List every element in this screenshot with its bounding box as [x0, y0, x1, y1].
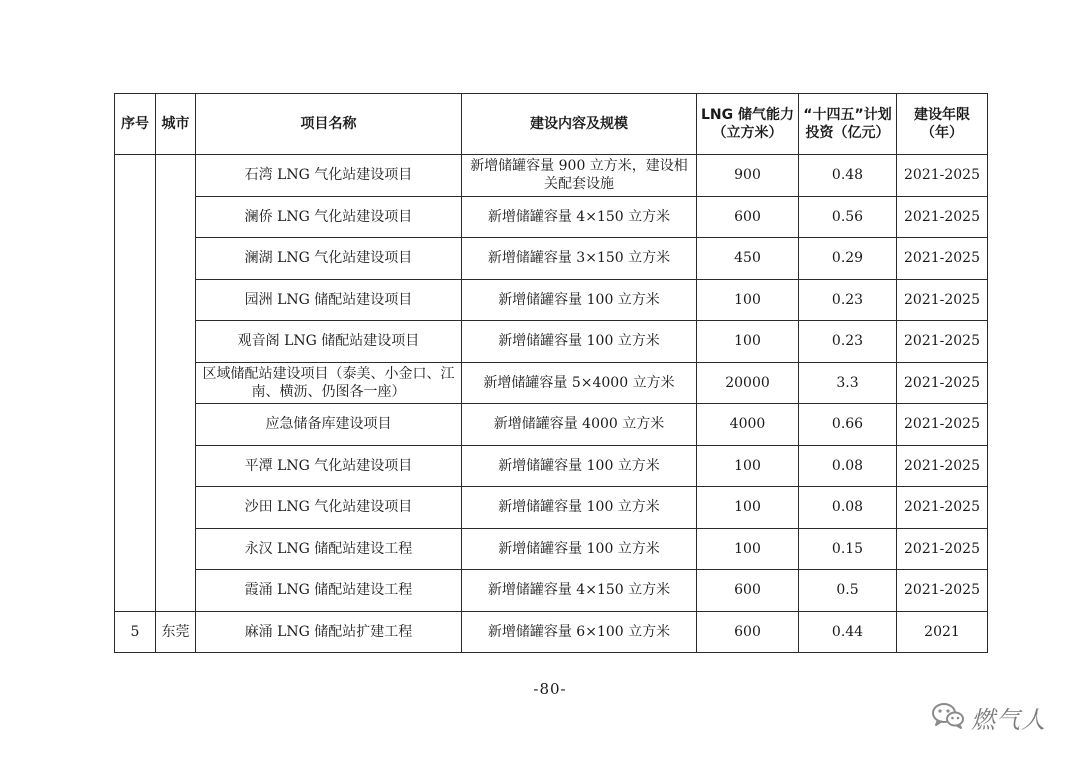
investment-cell: 0.08 — [799, 445, 897, 487]
investment-cell: 0.56 — [799, 196, 897, 238]
content-cell: 新增储罐容量 900 立方米，建设相关配套设施 — [462, 155, 697, 197]
investment-cell: 0.44 — [799, 611, 897, 653]
header-name: 项目名称 — [196, 94, 462, 155]
investment-cell: 0.5 — [799, 570, 897, 612]
wechat-icon — [931, 702, 965, 734]
name-cell: 区域储配站建设项目（泰美、小金口、江南、横沥、仍图各一座） — [196, 362, 462, 404]
content-cell: 新增储罐容量 4000 立方米 — [462, 404, 697, 446]
investment-cell: 0.15 — [799, 528, 897, 570]
table-row — [115, 238, 988, 280]
content-cell: 新增储罐容量 5×4000 立方米 — [462, 362, 697, 404]
name-cell: 石湾 LNG 气化站建设项目 — [196, 155, 462, 197]
period-cell: 2021-2025 — [897, 528, 988, 570]
investment-cell: 0.66 — [799, 404, 897, 446]
content-cell: 新增储罐容量 3×150 立方米 — [462, 238, 697, 280]
period-cell: 2021-2025 — [897, 404, 988, 446]
period-cell: 2021-2025 — [897, 238, 988, 280]
period-cell: 2021-2025 — [897, 321, 988, 363]
name-cell: 沙田 LNG 气化站建设项目 — [196, 487, 462, 529]
capacity-cell: 600 — [697, 570, 799, 612]
capacity-cell: 100 — [697, 528, 799, 570]
name-cell: 霞涌 LNG 储配站建设工程 — [196, 570, 462, 612]
content-cell: 新增储罐容量 100 立方米 — [462, 528, 697, 570]
header-seq: 序号 — [115, 94, 156, 155]
period-cell: 2021-2025 — [897, 570, 988, 612]
header-period: 建设年限（年） — [897, 94, 988, 155]
city-cell: 东莞 — [156, 611, 196, 653]
capacity-cell: 900 — [697, 155, 799, 197]
content-cell: 新增储罐容量 100 立方米 — [462, 279, 697, 321]
table-row — [115, 279, 988, 321]
investment-cell: 0.29 — [799, 238, 897, 280]
capacity-cell: 450 — [697, 238, 799, 280]
capacity-cell: 600 — [697, 196, 799, 238]
capacity-cell: 4000 — [697, 404, 799, 446]
period-cell: 2021-2025 — [897, 196, 988, 238]
capacity-cell: 600 — [697, 611, 799, 653]
period-cell: 2021 — [897, 611, 988, 653]
name-cell: 永汉 LNG 储配站建设工程 — [196, 528, 462, 570]
table-row-dongguan — [115, 611, 988, 653]
content-cell: 新增储罐容量 4×150 立方米 — [462, 196, 697, 238]
period-cell: 2021-2025 — [897, 279, 988, 321]
content-cell: 新增储罐容量 100 立方米 — [462, 445, 697, 487]
name-cell: 园洲 LNG 储配站建设项目 — [196, 279, 462, 321]
investment-cell: 0.23 — [799, 279, 897, 321]
name-cell: 澜湖 LNG 气化站建设项目 — [196, 238, 462, 280]
table-row — [115, 362, 988, 404]
table-row — [115, 155, 988, 197]
period-cell: 2021-2025 — [897, 487, 988, 529]
header-capacity: LNG 储气能力（立方米） — [697, 94, 799, 155]
capacity-cell: 100 — [697, 321, 799, 363]
header-city: 城市 — [156, 94, 196, 155]
name-cell: 澜侨 LNG 气化站建设项目 — [196, 196, 462, 238]
investment-cell: 3.3 — [799, 362, 897, 404]
city-cell-continued — [156, 155, 196, 612]
period-cell: 2021-2025 — [897, 155, 988, 197]
table-row — [115, 528, 988, 570]
investment-cell: 0.48 — [799, 155, 897, 197]
capacity-cell: 100 — [697, 445, 799, 487]
header-investment: “十四五”计划投资（亿元） — [799, 94, 897, 155]
investment-cell: 0.23 — [799, 321, 897, 363]
period-cell: 2021-2025 — [897, 362, 988, 404]
content-cell: 新增储罐容量 100 立方米 — [462, 487, 697, 529]
name-cell: 应急储备库建设项目 — [196, 404, 462, 446]
capacity-cell: 20000 — [697, 362, 799, 404]
content-cell: 新增储罐容量 100 立方米 — [462, 321, 697, 363]
table-header-row — [115, 94, 988, 155]
name-cell: 平潭 LNG 气化站建设项目 — [196, 445, 462, 487]
capacity-cell: 100 — [697, 487, 799, 529]
content-cell: 新增储罐容量 4×150 立方米 — [462, 570, 697, 612]
watermark — [931, 700, 1046, 735]
capacity-cell: 100 — [697, 279, 799, 321]
table-row — [115, 570, 988, 612]
seq-cell: 5 — [115, 611, 156, 653]
header-content: 建设内容及规模 — [462, 94, 697, 155]
name-cell: 观音阁 LNG 储配站建设项目 — [196, 321, 462, 363]
watermark-text: 燃气人 — [971, 706, 1046, 734]
page-number: -80- — [533, 680, 567, 698]
name-cell: 麻涌 LNG 储配站扩建工程 — [196, 611, 462, 653]
investment-cell: 0.08 — [799, 487, 897, 529]
table-row — [115, 196, 988, 238]
period-cell: 2021-2025 — [897, 445, 988, 487]
content-cell: 新增储罐容量 6×100 立方米 — [462, 611, 697, 653]
table-row — [115, 445, 988, 487]
table-row — [115, 487, 988, 529]
table-row — [115, 404, 988, 446]
projects-table — [114, 93, 988, 653]
table-row — [115, 321, 988, 363]
seq-cell-continued — [115, 155, 156, 612]
